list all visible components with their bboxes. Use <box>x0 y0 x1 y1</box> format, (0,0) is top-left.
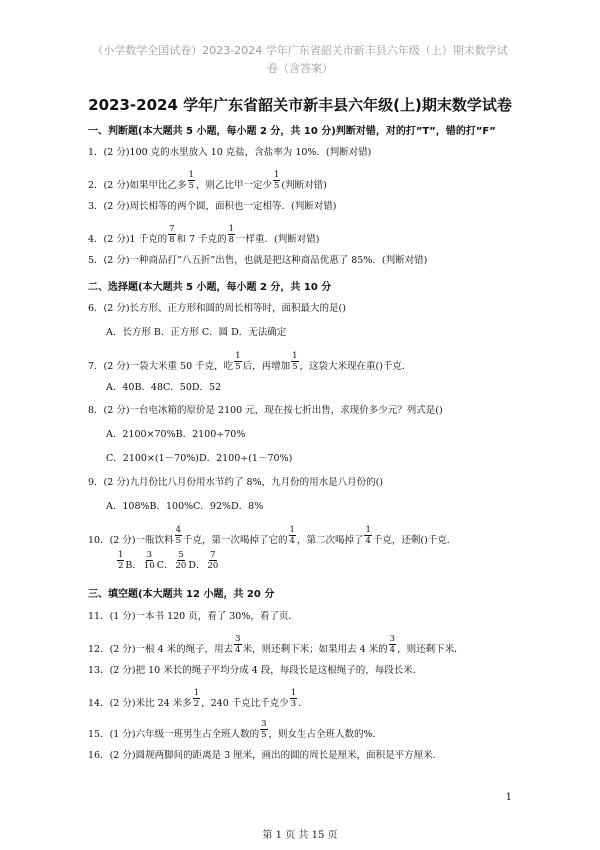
q10-fraction-1 <box>175 525 182 546</box>
question-5: 5．(2 分)一种商品打”八五折”出售，也就是把这种商品优惠了 85%．(判断对错) <box>88 255 428 266</box>
q10-option-c-label: C． <box>156 560 174 571</box>
q10-opt-a-denominator: 2 <box>118 561 124 571</box>
page-footer: 第 1 页 共 15 页 <box>262 830 338 841</box>
q10-option-c-fraction <box>175 550 188 571</box>
q7-f1-numerator: 1 <box>235 351 241 361</box>
q14-f1-numerator: 1 <box>193 688 200 698</box>
q12-fraction-1 <box>234 634 241 655</box>
q4-f2-denominator: 8 <box>228 235 235 245</box>
q14-text-b: ，240 千克比千克少 <box>201 698 289 709</box>
q10-option-d-fraction <box>206 550 219 571</box>
q15-f1-numerator: 3 <box>261 719 267 729</box>
q7-f2-numerator: 1 <box>292 351 298 361</box>
q10-opt-a-numerator: 1 <box>118 550 124 560</box>
section-3-heading: 三、填空题(本大题共 12 小题，共 20 分 <box>88 589 275 600</box>
q10-opt-b-denominator: 10 <box>143 561 155 571</box>
q10-text-a: 10．(2 分)一瓶饮料 <box>88 535 174 546</box>
q10-opt-c-numerator: 5 <box>178 550 184 560</box>
question-13: 13．(2 分)把 10 米长的绳子平均分成 4 段，每段长是这根绳子的，每段长米． <box>88 665 423 676</box>
q10-option-d-label: D． <box>188 560 206 571</box>
q15-fraction-1 <box>260 719 267 740</box>
q4-text-b: 和 7 千克的 <box>176 234 227 245</box>
q14-f2-numerator: 1 <box>290 688 297 698</box>
q12-f2-denominator: 4 <box>389 645 396 655</box>
q2-f1-numerator: 1 <box>188 170 194 180</box>
q10-opt-d-denominator: 20 <box>207 561 219 571</box>
question-6: 6．(2 分)长方形、正方形和圆的周长相等时，面积最大的是() <box>88 303 346 314</box>
question-15 <box>88 719 383 745</box>
q12-fraction-2 <box>389 634 396 655</box>
q10-f1-numerator: 4 <box>175 525 181 535</box>
q10-f1-denominator: 5 <box>175 536 181 546</box>
q10-text-d: 千克，还剩()千克． <box>372 535 457 546</box>
q10-text-c: ，第二次喝掉了 <box>296 535 364 546</box>
question-1: 1．(2 分)100 克的水里放入 10 克盐，含盐率为 10%．(判断对错) <box>88 147 372 158</box>
q7-f1-denominator: 5 <box>235 362 241 372</box>
q4-f1-numerator: 7 <box>169 224 175 234</box>
question-16: 16．(2 分)圆规两脚间的距离是 3 厘米，画出的圆的周长是厘米，面积是平方厘米． <box>88 750 443 761</box>
q12-f2-numerator: 3 <box>389 634 396 644</box>
q14-fraction-1 <box>193 688 200 709</box>
doc-header-line2: 卷（含答案） <box>267 62 333 75</box>
q14-text-c: ． <box>298 698 308 709</box>
q4-f1-denominator: 8 <box>169 235 175 245</box>
q10-f2-denominator: 4 <box>289 536 295 546</box>
q7-fraction-2 <box>291 351 298 372</box>
question-14 <box>88 688 308 714</box>
question-10 <box>88 525 457 551</box>
section-1-heading: 一、判断题(本大题共 5 小题，每小题 2 分，共 10 分)判断对错，对的打”T”，错的打”F” <box>88 126 496 137</box>
doc-header-line1: （小学数学全国试卷）2023-2024 学年广东省韶关市新丰县六年级（上）期末数学试 <box>92 44 508 57</box>
q14-f2-denominator: 3 <box>290 699 297 709</box>
page-title: 2023-2024 学年广东省韶关市新丰县六年级(上)期末数学试卷 <box>88 96 512 114</box>
q2-f2-denominator: 5 <box>273 181 280 191</box>
q4-fraction-2 <box>228 224 235 245</box>
question-4 <box>88 224 320 250</box>
question-10-options <box>116 550 220 576</box>
q10-fraction-3 <box>364 525 371 546</box>
q2-f2-numerator: 1 <box>273 170 280 180</box>
q14-fraction-2 <box>290 688 297 709</box>
q2-fraction-1 <box>188 170 195 191</box>
q2-text-a: 2．(2 分)如果甲比乙多 <box>88 180 187 191</box>
q2-f1-denominator: 5 <box>188 181 194 191</box>
q15-f1-denominator: 5 <box>261 730 267 740</box>
question-9-options: A．108%B．100%C．92%D．8% <box>106 501 264 512</box>
question-2 <box>88 170 327 196</box>
q10-f3-numerator: 1 <box>365 525 371 535</box>
q15-text-b: ，则女生占全班人数的%． <box>268 729 383 740</box>
q7-text-b: 后，再增加 <box>242 361 291 372</box>
q10-option-a-fraction <box>117 550 124 571</box>
q10-option-b-fraction <box>143 550 156 571</box>
q12-f1-numerator: 3 <box>235 634 241 644</box>
q14-text-a: 14．(2 分)米比 24 米多 <box>88 698 192 709</box>
q7-fraction-1 <box>234 351 241 372</box>
question-7-options: A．40B．48C．50D．52 <box>106 382 222 393</box>
q10-f2-numerator: 1 <box>289 525 295 535</box>
page-number: 1 <box>505 792 512 803</box>
question-8: 8．(2 分)一台电冰箱的原价是 2100 元，现在按七折出售，求现价多少元？列式是() <box>88 405 443 416</box>
q12-text-b: 米，则还剩下米；如果用去 4 米的 <box>242 644 388 655</box>
q10-opt-b-numerator: 3 <box>146 550 153 560</box>
question-7 <box>88 351 412 377</box>
section-2-heading: 二、选择题(本大题共 5 小题，每小题 2 分，共 10 分 <box>88 282 332 293</box>
q12-text-a: 12．(2 分)一根 4 米的绳子，用去 <box>88 644 234 655</box>
q7-text-c: ，这袋大米现在重()千克． <box>299 361 412 372</box>
question-9: 9．(2 分)九月份比八月份用水节约了 8%，九月份的用水是八月份的() <box>88 477 384 488</box>
question-11: 11．(1 分)一本书 120 页，看了 30%，看了页． <box>88 611 298 622</box>
question-8-options-row1: A．2100×70%B．2100÷70% <box>106 429 246 440</box>
question-6-options: A．长方形 B．正方形 C．圆 D．无法确定 <box>106 327 287 338</box>
q2-fraction-2 <box>273 170 280 191</box>
q10-f3-denominator: 4 <box>365 536 371 546</box>
q12-f1-denominator: 4 <box>235 645 241 655</box>
q10-opt-d-numerator: 7 <box>210 550 216 560</box>
q10-fraction-2 <box>289 525 296 546</box>
q14-f1-denominator: 2 <box>193 699 200 709</box>
question-8-options-row2: C．2100×(1－70%)D．2100÷(1－70%) <box>106 453 293 464</box>
question-12 <box>88 634 464 660</box>
q4-fraction-1 <box>168 224 175 245</box>
q15-text-a: 15．(1 分)六年级一班男生占全班人数的 <box>88 729 260 740</box>
q10-option-b-label: B． <box>125 560 142 571</box>
question-3: 3．(2 分)周长相等的两个圆，面积也一定相等．(判断对错) <box>88 201 337 212</box>
q2-text-c: (判断对错) <box>281 180 327 191</box>
q4-text-c: 一样重．(判断对错) <box>236 234 320 245</box>
q2-text-b: ，则乙比甲一定少 <box>195 180 272 191</box>
q10-opt-c-denominator: 20 <box>175 561 187 571</box>
q12-text-c: ，则还剩下米． <box>397 644 464 655</box>
q4-text-a: 4．(2 分)1 千克的 <box>88 234 168 245</box>
q4-f2-numerator: 1 <box>228 224 235 234</box>
q7-f2-denominator: 5 <box>292 362 298 372</box>
q7-text-a: 7．(2 分)一袋大米重 50 千克，吃 <box>88 361 234 372</box>
q10-text-b: 千克，第一次喝掉了它的 <box>183 535 288 546</box>
